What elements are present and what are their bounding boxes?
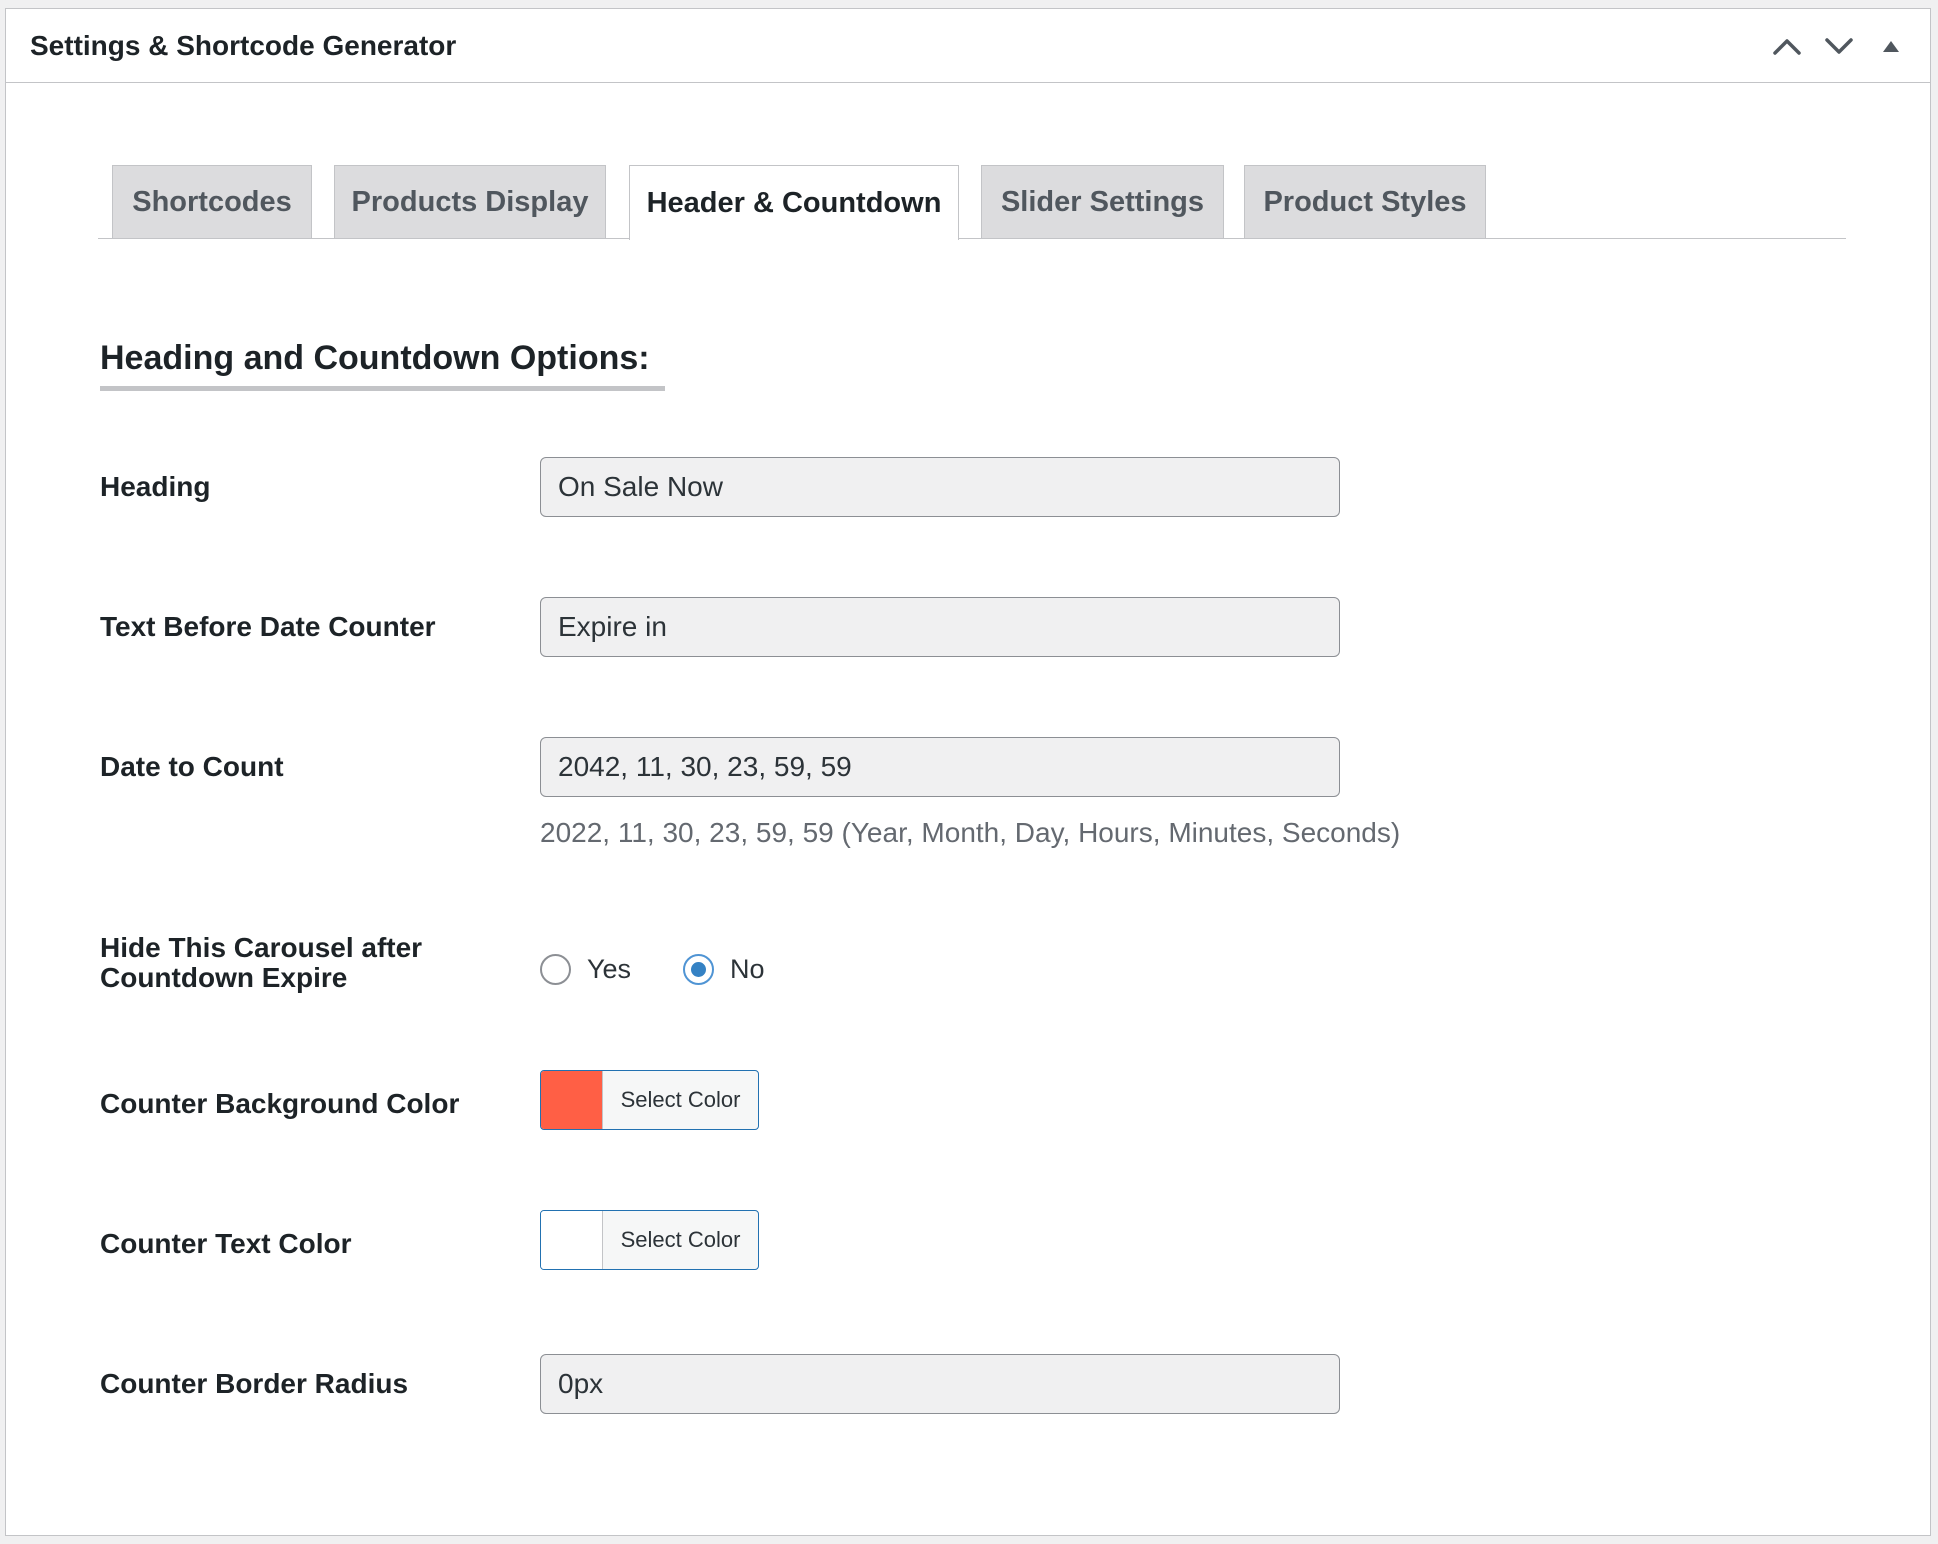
tab-slider-settings[interactable]: Slider Settings: [981, 165, 1224, 238]
section-title: Heading and Countdown Options:: [100, 339, 665, 391]
text-before-input[interactable]: [540, 597, 1340, 657]
date-format-hint: 2022, 11, 30, 23, 59, 59 (Year, Month, Day, Hours, Minutes, Seconds): [540, 817, 1401, 848]
radio-no[interactable]: [683, 954, 765, 985]
radio-yes[interactable]: [540, 954, 631, 985]
counter-text-color-button-label: Select Color: [620, 1227, 741, 1252]
move-down-button[interactable]: [1814, 21, 1864, 71]
chevron-up-icon: [1772, 36, 1802, 56]
hide-carousel-label-line1: Hide This Carousel after: [100, 932, 423, 963]
text-before-label: Text Before Date Counter: [100, 611, 436, 642]
date-to-count-input[interactable]: [540, 737, 1340, 797]
triangle-up-icon: [1882, 39, 1900, 53]
counter-border-radius-input[interactable]: [540, 1354, 1340, 1414]
date-to-count-label: Date to Count: [100, 751, 284, 782]
radio-no-label: No: [730, 953, 765, 984]
settings-postbox: [5, 8, 1931, 1536]
radio-yes-label: Yes: [587, 953, 632, 984]
radio-yes-circle[interactable]: [540, 954, 571, 985]
hide-carousel-radio-group: [540, 951, 817, 987]
counter-text-color-swatch[interactable]: [541, 1211, 603, 1269]
tab-header-countdown[interactable]: Header & Countdown: [629, 165, 959, 240]
counter-bg-color-label: Counter Background Color: [100, 1088, 460, 1119]
counter-bg-color-button[interactable]: [540, 1070, 759, 1130]
postbox-title: Settings & Shortcode Generator: [30, 30, 457, 61]
postbox-handle-actions: [1760, 9, 1916, 83]
counter-bg-color-button-label: Select Color: [620, 1087, 741, 1112]
radio-no-circle[interactable]: [683, 954, 714, 985]
hide-carousel-label: [100, 933, 422, 993]
tab-product-styles[interactable]: Product Styles: [1244, 165, 1486, 238]
counter-text-color-button[interactable]: [540, 1210, 759, 1270]
heading-input[interactable]: [540, 457, 1340, 517]
tab-shortcodes[interactable]: Shortcodes: [112, 165, 312, 238]
tab-products-display[interactable]: Products Display: [334, 165, 606, 238]
postbox-header: [6, 9, 1930, 83]
counter-border-radius-label: Counter Border Radius: [100, 1368, 409, 1399]
toggle-panel-button[interactable]: [1866, 21, 1916, 71]
settings-tabs: [98, 165, 1846, 239]
move-up-button[interactable]: [1762, 21, 1812, 71]
counter-bg-color-swatch[interactable]: [541, 1071, 603, 1129]
hide-carousel-label-line2: Countdown Expire: [100, 962, 348, 993]
counter-text-color-label: Counter Text Color: [100, 1228, 352, 1259]
heading-label: Heading: [100, 471, 211, 502]
chevron-down-icon: [1824, 36, 1854, 56]
